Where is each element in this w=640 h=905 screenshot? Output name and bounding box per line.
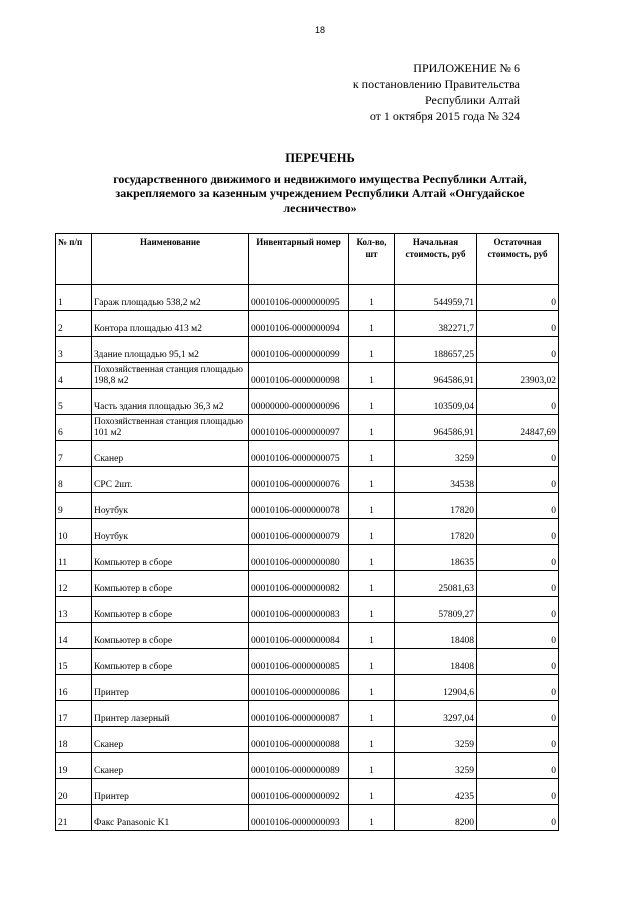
cell-num: 6	[56, 415, 92, 441]
cell-name: Компьютер в сборе	[92, 545, 249, 571]
cell-inventory: 00010106-0000000089	[249, 753, 349, 779]
cell-num: 11	[56, 545, 92, 571]
cell-num: 14	[56, 623, 92, 649]
cell-name: Принтер	[92, 779, 249, 805]
table-row	[56, 285, 559, 311]
cell-initial-cost: 964586,91	[395, 415, 477, 441]
cell-name: Сканер	[92, 441, 249, 467]
cell-initial-cost: 188657,25	[395, 337, 477, 363]
cell-initial-cost: 57809,27	[395, 597, 477, 623]
cell-residual-cost: 0	[477, 571, 559, 597]
cell-num: 20	[56, 779, 92, 805]
cell-num: 19	[56, 753, 92, 779]
cell-name: Ноутбук	[92, 493, 249, 519]
cell-qty: 1	[349, 805, 395, 831]
cell-initial-cost: 17820	[395, 519, 477, 545]
appendix-block	[300, 60, 520, 124]
title-heading: ПЕРЕЧЕНЬ	[285, 151, 355, 165]
cell-qty: 1	[349, 337, 395, 363]
title-subtitle: государственного движимого и недвижимого имущества Республики Алтай, закрепляемого за казенным учреждением Республики Алтай «Онгудайское лесничество»	[113, 171, 527, 215]
cell-inventory: 00010106-0000000085	[249, 649, 349, 675]
header-name: Наименование	[92, 234, 249, 285]
cell-residual-cost: 0	[477, 623, 559, 649]
cell-name: Контора площадью 413 м2	[92, 311, 249, 337]
cell-num: 21	[56, 805, 92, 831]
cell-initial-cost: 8200	[395, 805, 477, 831]
cell-qty: 1	[349, 753, 395, 779]
cell-residual-cost: 23903,02	[477, 363, 559, 389]
cell-qty: 1	[349, 389, 395, 415]
cell-qty: 1	[349, 571, 395, 597]
cell-qty: 1	[349, 311, 395, 337]
cell-initial-cost: 18408	[395, 623, 477, 649]
cell-inventory: 00010106-0000000098	[249, 363, 349, 389]
table-row	[56, 363, 559, 389]
cell-initial-cost: 12904,6	[395, 675, 477, 701]
cell-inventory: 00010106-0000000080	[249, 545, 349, 571]
cell-initial-cost: 3259	[395, 753, 477, 779]
cell-num: 1	[56, 285, 92, 311]
cell-residual-cost: 0	[477, 337, 559, 363]
cell-num: 10	[56, 519, 92, 545]
table-row	[56, 753, 559, 779]
header-residual-cost: Остаточная стоимость, руб	[477, 234, 559, 285]
cell-num: 16	[56, 675, 92, 701]
cell-name: Сканер	[92, 753, 249, 779]
table-header-row	[56, 234, 559, 285]
appendix-line-4: от 1 октября 2015 года № 324	[369, 109, 520, 123]
cell-name: Здание площадью 95,1 м2	[92, 337, 249, 363]
cell-residual-cost: 0	[477, 675, 559, 701]
table-row	[56, 493, 559, 519]
cell-residual-cost: 0	[477, 753, 559, 779]
cell-num: 5	[56, 389, 92, 415]
appendix-line-1: ПРИЛОЖЕНИЕ № 6	[413, 61, 520, 75]
cell-num: 4	[56, 363, 92, 389]
cell-num: 18	[56, 727, 92, 753]
cell-qty: 1	[349, 649, 395, 675]
cell-initial-cost: 3259	[395, 441, 477, 467]
cell-residual-cost: 0	[477, 805, 559, 831]
cell-qty: 1	[349, 441, 395, 467]
cell-residual-cost: 0	[477, 493, 559, 519]
table-row	[56, 415, 559, 441]
cell-inventory: 00010106-0000000086	[249, 675, 349, 701]
cell-num: 8	[56, 467, 92, 493]
cell-name: Сканер	[92, 727, 249, 753]
cell-qty: 1	[349, 545, 395, 571]
cell-qty: 1	[349, 285, 395, 311]
cell-residual-cost: 0	[477, 545, 559, 571]
cell-qty: 1	[349, 597, 395, 623]
cell-num: 7	[56, 441, 92, 467]
cell-name: Гараж площадью 538,2 м2	[92, 285, 249, 311]
cell-name: Факс Panasonic K1	[92, 805, 249, 831]
cell-num: 15	[56, 649, 92, 675]
header-inventory: Инвентарный номер	[249, 234, 349, 285]
cell-inventory: 00010106-0000000097	[249, 415, 349, 441]
cell-inventory: 00010106-0000000078	[249, 493, 349, 519]
cell-initial-cost: 25081,63	[395, 571, 477, 597]
table-row	[56, 389, 559, 415]
cell-name: Компьютер в сборе	[92, 571, 249, 597]
table-row	[56, 311, 559, 337]
table-row	[56, 701, 559, 727]
cell-initial-cost: 18635	[395, 545, 477, 571]
cell-num: 13	[56, 597, 92, 623]
table-row	[56, 675, 559, 701]
cell-qty: 1	[349, 675, 395, 701]
table-row	[56, 805, 559, 831]
appendix-line-2: к постановлению Правительства	[352, 77, 520, 91]
header-qty: Кол-во, шт	[349, 234, 395, 285]
table-row	[56, 441, 559, 467]
cell-name: Часть здания площадью 36,3 м2	[92, 389, 249, 415]
cell-name: Компьютер в сборе	[92, 597, 249, 623]
cell-name: СРС 2шт.	[92, 467, 249, 493]
cell-inventory: 00010106-0000000093	[249, 805, 349, 831]
table-row	[56, 779, 559, 805]
cell-initial-cost: 103509,04	[395, 389, 477, 415]
cell-residual-cost: 0	[477, 649, 559, 675]
cell-num: 2	[56, 311, 92, 337]
cell-name: Похозяйственная станция площадью 101 м2	[92, 415, 249, 441]
cell-initial-cost: 18408	[395, 649, 477, 675]
cell-inventory: 00010106-0000000087	[249, 701, 349, 727]
cell-residual-cost: 0	[477, 519, 559, 545]
cell-name: Компьютер в сборе	[92, 649, 249, 675]
table-row	[56, 519, 559, 545]
cell-residual-cost: 24847,69	[477, 415, 559, 441]
cell-inventory: 00010106-0000000083	[249, 597, 349, 623]
cell-qty: 1	[349, 415, 395, 441]
cell-qty: 1	[349, 727, 395, 753]
cell-num: 3	[56, 337, 92, 363]
cell-inventory: 00010106-0000000075	[249, 441, 349, 467]
table-row	[56, 597, 559, 623]
cell-name: Принтер	[92, 675, 249, 701]
cell-qty: 1	[349, 493, 395, 519]
appendix-line-3: Республики Алтай	[425, 93, 520, 107]
cell-num: 12	[56, 571, 92, 597]
table-row	[56, 649, 559, 675]
cell-residual-cost: 0	[477, 389, 559, 415]
cell-qty: 1	[349, 363, 395, 389]
cell-initial-cost: 3259	[395, 727, 477, 753]
inventory-table	[55, 233, 559, 831]
table-row	[56, 545, 559, 571]
header-initial-cost: Начальная стоимость, руб	[395, 234, 477, 285]
cell-residual-cost: 0	[477, 597, 559, 623]
table-row	[56, 467, 559, 493]
cell-initial-cost: 34538	[395, 467, 477, 493]
cell-qty: 1	[349, 701, 395, 727]
cell-qty: 1	[349, 519, 395, 545]
cell-initial-cost: 17820	[395, 493, 477, 519]
table-row	[56, 571, 559, 597]
table-row	[56, 727, 559, 753]
cell-initial-cost: 3297,04	[395, 701, 477, 727]
cell-initial-cost: 382271,7	[395, 311, 477, 337]
cell-num: 17	[56, 701, 92, 727]
cell-inventory: 00010106-0000000088	[249, 727, 349, 753]
cell-inventory: 00010106-0000000092	[249, 779, 349, 805]
cell-residual-cost: 0	[477, 727, 559, 753]
cell-name: Компьютер в сборе	[92, 623, 249, 649]
cell-name: Ноутбук	[92, 519, 249, 545]
cell-initial-cost: 544959,71	[395, 285, 477, 311]
cell-residual-cost: 0	[477, 779, 559, 805]
cell-num: 9	[56, 493, 92, 519]
cell-residual-cost: 0	[477, 701, 559, 727]
cell-inventory: 00010106-0000000082	[249, 571, 349, 597]
cell-inventory: 00000000-0000000096	[249, 389, 349, 415]
cell-residual-cost: 0	[477, 441, 559, 467]
cell-qty: 1	[349, 623, 395, 649]
cell-inventory: 00010106-0000000076	[249, 467, 349, 493]
cell-residual-cost: 0	[477, 467, 559, 493]
page-number: 18	[314, 25, 325, 35]
document-title	[90, 151, 550, 215]
cell-inventory: 00010106-0000000099	[249, 337, 349, 363]
cell-name: Похозяйственная станция площадью 198,8 м2	[92, 363, 249, 389]
cell-name: Принтер лазерный	[92, 701, 249, 727]
cell-inventory: 00010106-0000000094	[249, 311, 349, 337]
cell-inventory: 00010106-0000000095	[249, 285, 349, 311]
cell-initial-cost: 4235	[395, 779, 477, 805]
header-num: № п/п	[56, 234, 92, 285]
cell-inventory: 00010106-0000000079	[249, 519, 349, 545]
table-row	[56, 623, 559, 649]
cell-initial-cost: 964586,91	[395, 363, 477, 389]
cell-qty: 1	[349, 467, 395, 493]
cell-inventory: 00010106-0000000084	[249, 623, 349, 649]
cell-residual-cost: 0	[477, 285, 559, 311]
table-row	[56, 337, 559, 363]
cell-residual-cost: 0	[477, 311, 559, 337]
cell-qty: 1	[349, 779, 395, 805]
